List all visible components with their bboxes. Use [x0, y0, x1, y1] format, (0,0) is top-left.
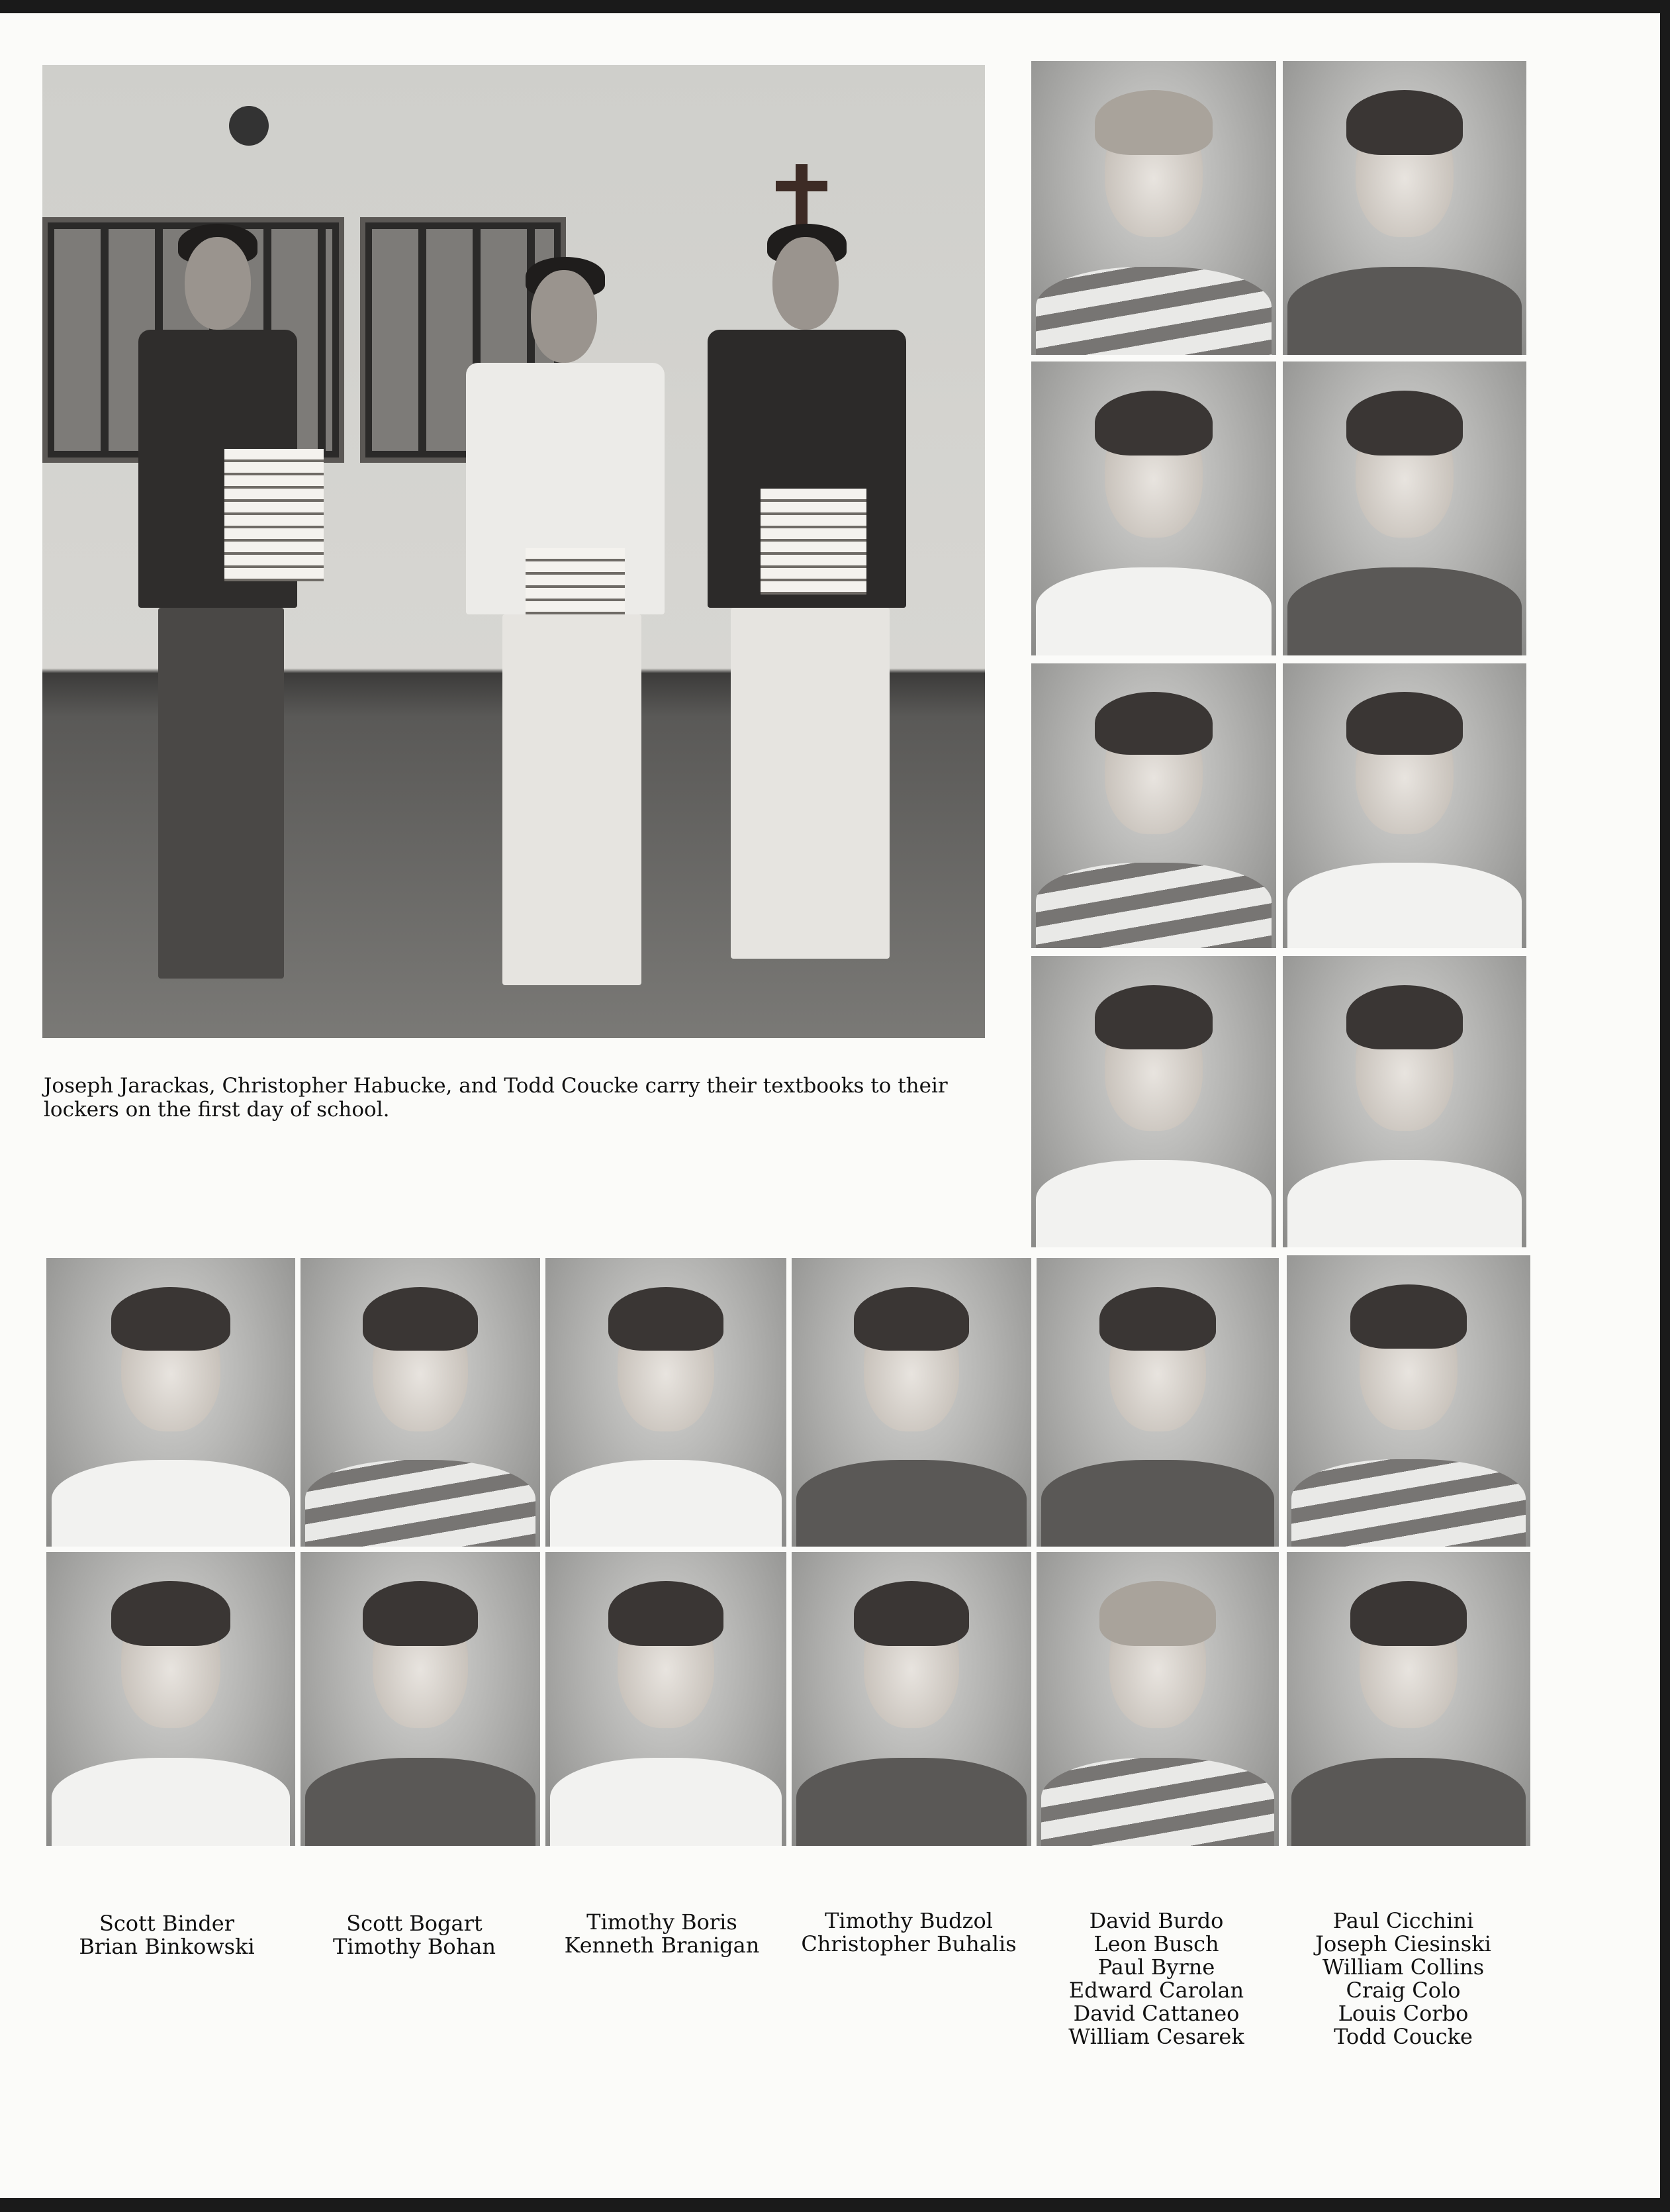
- portrait: [1283, 61, 1526, 355]
- student-name: Edward Carolan: [1068, 1978, 1244, 2003]
- student-name: Joseph Ciesinski: [1315, 1931, 1491, 1956]
- portrait: [1287, 1255, 1530, 1547]
- wall-cross: [796, 164, 808, 227]
- portrait: [1031, 956, 1276, 1247]
- student-name: Paul Cicchini: [1332, 1908, 1474, 1933]
- student-name: Paul Byrne: [1097, 1954, 1215, 1980]
- student-name: Timothy Bohan: [333, 1934, 496, 1959]
- portrait: [46, 1258, 295, 1547]
- student-name: Leon Busch: [1093, 1931, 1219, 1956]
- student-name: Scott Binder: [99, 1911, 235, 1936]
- portrait: [1287, 1552, 1530, 1846]
- student-name: Timothy Boris: [586, 1909, 737, 1935]
- yearbook-page: [0, 13, 1660, 2198]
- names-column-5: [1037, 1909, 1276, 2048]
- student-name: Craig Colo: [1346, 1978, 1461, 2003]
- student-name: Brian Binkowski: [79, 1934, 255, 1959]
- portrait: [792, 1552, 1031, 1846]
- portrait: [301, 1552, 540, 1846]
- student-name: David Burdo: [1089, 1908, 1224, 1933]
- portrait: [1031, 361, 1276, 655]
- portrait: [1037, 1258, 1279, 1547]
- portrait: [301, 1258, 540, 1547]
- wall-clock: [229, 106, 269, 146]
- portrait: [1283, 663, 1526, 948]
- portrait: [1283, 361, 1526, 655]
- student-right: [694, 224, 919, 1005]
- portrait: [545, 1258, 786, 1547]
- student-name: Kenneth Branigan: [564, 1933, 760, 1958]
- portrait: [1037, 1552, 1279, 1846]
- names-column-1: [48, 1912, 286, 1958]
- main-photo: [42, 65, 985, 1038]
- student-name: David Cattaneo: [1073, 2001, 1240, 2026]
- student-name: William Cesarek: [1068, 2024, 1244, 2049]
- student-name: Scott Bogart: [346, 1911, 483, 1936]
- student-left: [118, 224, 317, 1018]
- names-column-6: [1284, 1909, 1522, 2048]
- names-column-2: [295, 1912, 533, 1958]
- names-column-4: [790, 1909, 1028, 1956]
- portrait: [46, 1552, 295, 1846]
- student-name: Timothy Budzol: [825, 1908, 993, 1933]
- portrait: [1031, 663, 1276, 948]
- portrait: [545, 1552, 786, 1846]
- student-name: Louis Corbo: [1338, 2001, 1469, 2026]
- portrait: [792, 1258, 1031, 1547]
- portrait: [1031, 61, 1276, 355]
- names-column-3: [543, 1911, 781, 1957]
- student-name: William Collins: [1322, 1954, 1485, 1980]
- student-middle: [453, 257, 671, 1018]
- photo-caption: Joseph Jarackas, Christopher Habucke, and Todd Coucke carry their textbooks to their lockers on the first day of school.: [44, 1074, 948, 1122]
- student-name: Todd Coucke: [1334, 2024, 1473, 2049]
- student-name: Christopher Buhalis: [801, 1931, 1017, 1956]
- portrait: [1283, 956, 1526, 1247]
